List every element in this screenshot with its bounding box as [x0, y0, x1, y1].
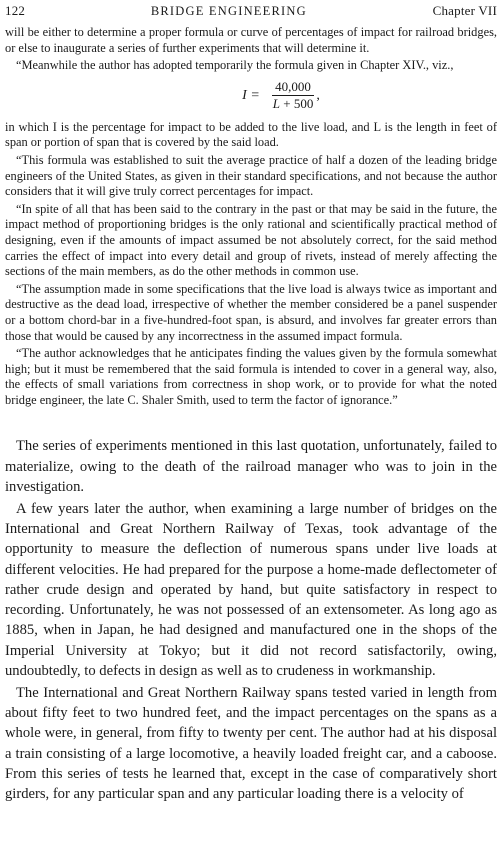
quote-paragraph: in which I is the percentage for impact to be added to the live load, and L is the length in feet of span or portion of span that is covered by the said load. — [5, 119, 497, 150]
formula-lhs: I = — [242, 87, 260, 103]
quote-paragraph: “The author acknowledges that he anticipates finding the values given by the formula somewhat high; but it must be remembered that the said formula is intended to cover in a general way, also, the effects of small variations from correctness in shop work, or to provide for what the noted bridge engineer, the late C. Shaler Smith, used to term the factor of ignorance.” — [5, 346, 497, 407]
quote-paragraph: “The assumption made in some specifications that the live load is always twice as important and destructive as the dead load, irrespective of whether the member considered be a panel suspender or a bottom chord-bar in a five-hundred-foot span, is absurd, and involves far greater errors than those that would be caused by any incorrectness in the assumed impact formula. — [5, 281, 497, 343]
formula-numerator: 40,000 — [272, 79, 314, 96]
page-number: 122 — [5, 3, 26, 18]
formula-fraction — [270, 79, 317, 112]
formula-comma: , — [316, 87, 320, 103]
quote-paragraph: “In spite of all that has been said to the contrary in the past or that may be said in the future, the impact method of proportioning bridges is the only rational and scientifically practical method of designing, even if the amounts of impact assumed be not absolutely correct, for the said method carries the effect of impact into every detail and group of rivets, instead of merely affecting the sections of the main members, as do the other methods in common use. — [5, 201, 497, 279]
body-paragraph: A few years later the author, when examining a large number of bridges on the International and Great Northern Railway of Texas, took advantage of the opportunity to measure the deflection of numerous spans under live loads at different velocities. He had prepared for the purpose a home-made deflectometer of rather crude design and operated by hand, but quite satisfactory in respect to recording. Unfortunately, he was not possessed of an extensometer. As long ago as 1885, when in Japan, he had designed and manufactured one in the shops of the Imperial University at Tokyo; but it did not record satisfactorily, owing, undoubtedly, to defects in design as well as to crudeness in workmanship. — [5, 501, 497, 679]
impact-formula — [65, 76, 497, 116]
quoted-passage — [5, 25, 497, 408]
body-paragraph: The International and Great Northern Railway spans tested varied in length from about fifty feet to two hundred feet, and the impact percentages on the spans as a whole were, in general, from fifty to twenty per cent. The author had at his disposal a train consisting of a large locomotive, a heavily loaded freight car, and a caboose. From this series of tests he learned that, except in the case of comparatively short girders, for any particular span and any particular loading there is a velocity of — [5, 684, 497, 802]
body-paragraph: The series of experiments mentioned in this last quotation, unfortunately, failed to materialize, owing to the death of the railroad manager who was to join in the investigation. — [5, 438, 497, 495]
running-header — [5, 3, 497, 21]
main-text — [5, 436, 497, 804]
quote-paragraph: “Meanwhile the author has adopted temporarily the formula given in Chapter XIV., viz., — [16, 58, 454, 73]
formula-variable-l: L — [272, 96, 280, 112]
quote-paragraph: “This formula was established to suit the average practice of half a dozen of the leading bridge engineers of the United States, as given in their standard specifications, and not because the author considers that it will give truly correct percentages for impact. — [5, 152, 497, 199]
running-title: BRIDGE ENGINEERING — [150, 4, 307, 18]
formula-denominator-constant: + 500 — [280, 96, 314, 112]
quote-paragraph-continued: will be either to determine a proper formula or curve of percentages of impact for railroad bridges, or else to inaugurate a series of further experiments that will determine it. — [5, 25, 497, 55]
chapter-label: Chapter VII — [432, 3, 497, 18]
formula-denominator — [270, 96, 317, 112]
